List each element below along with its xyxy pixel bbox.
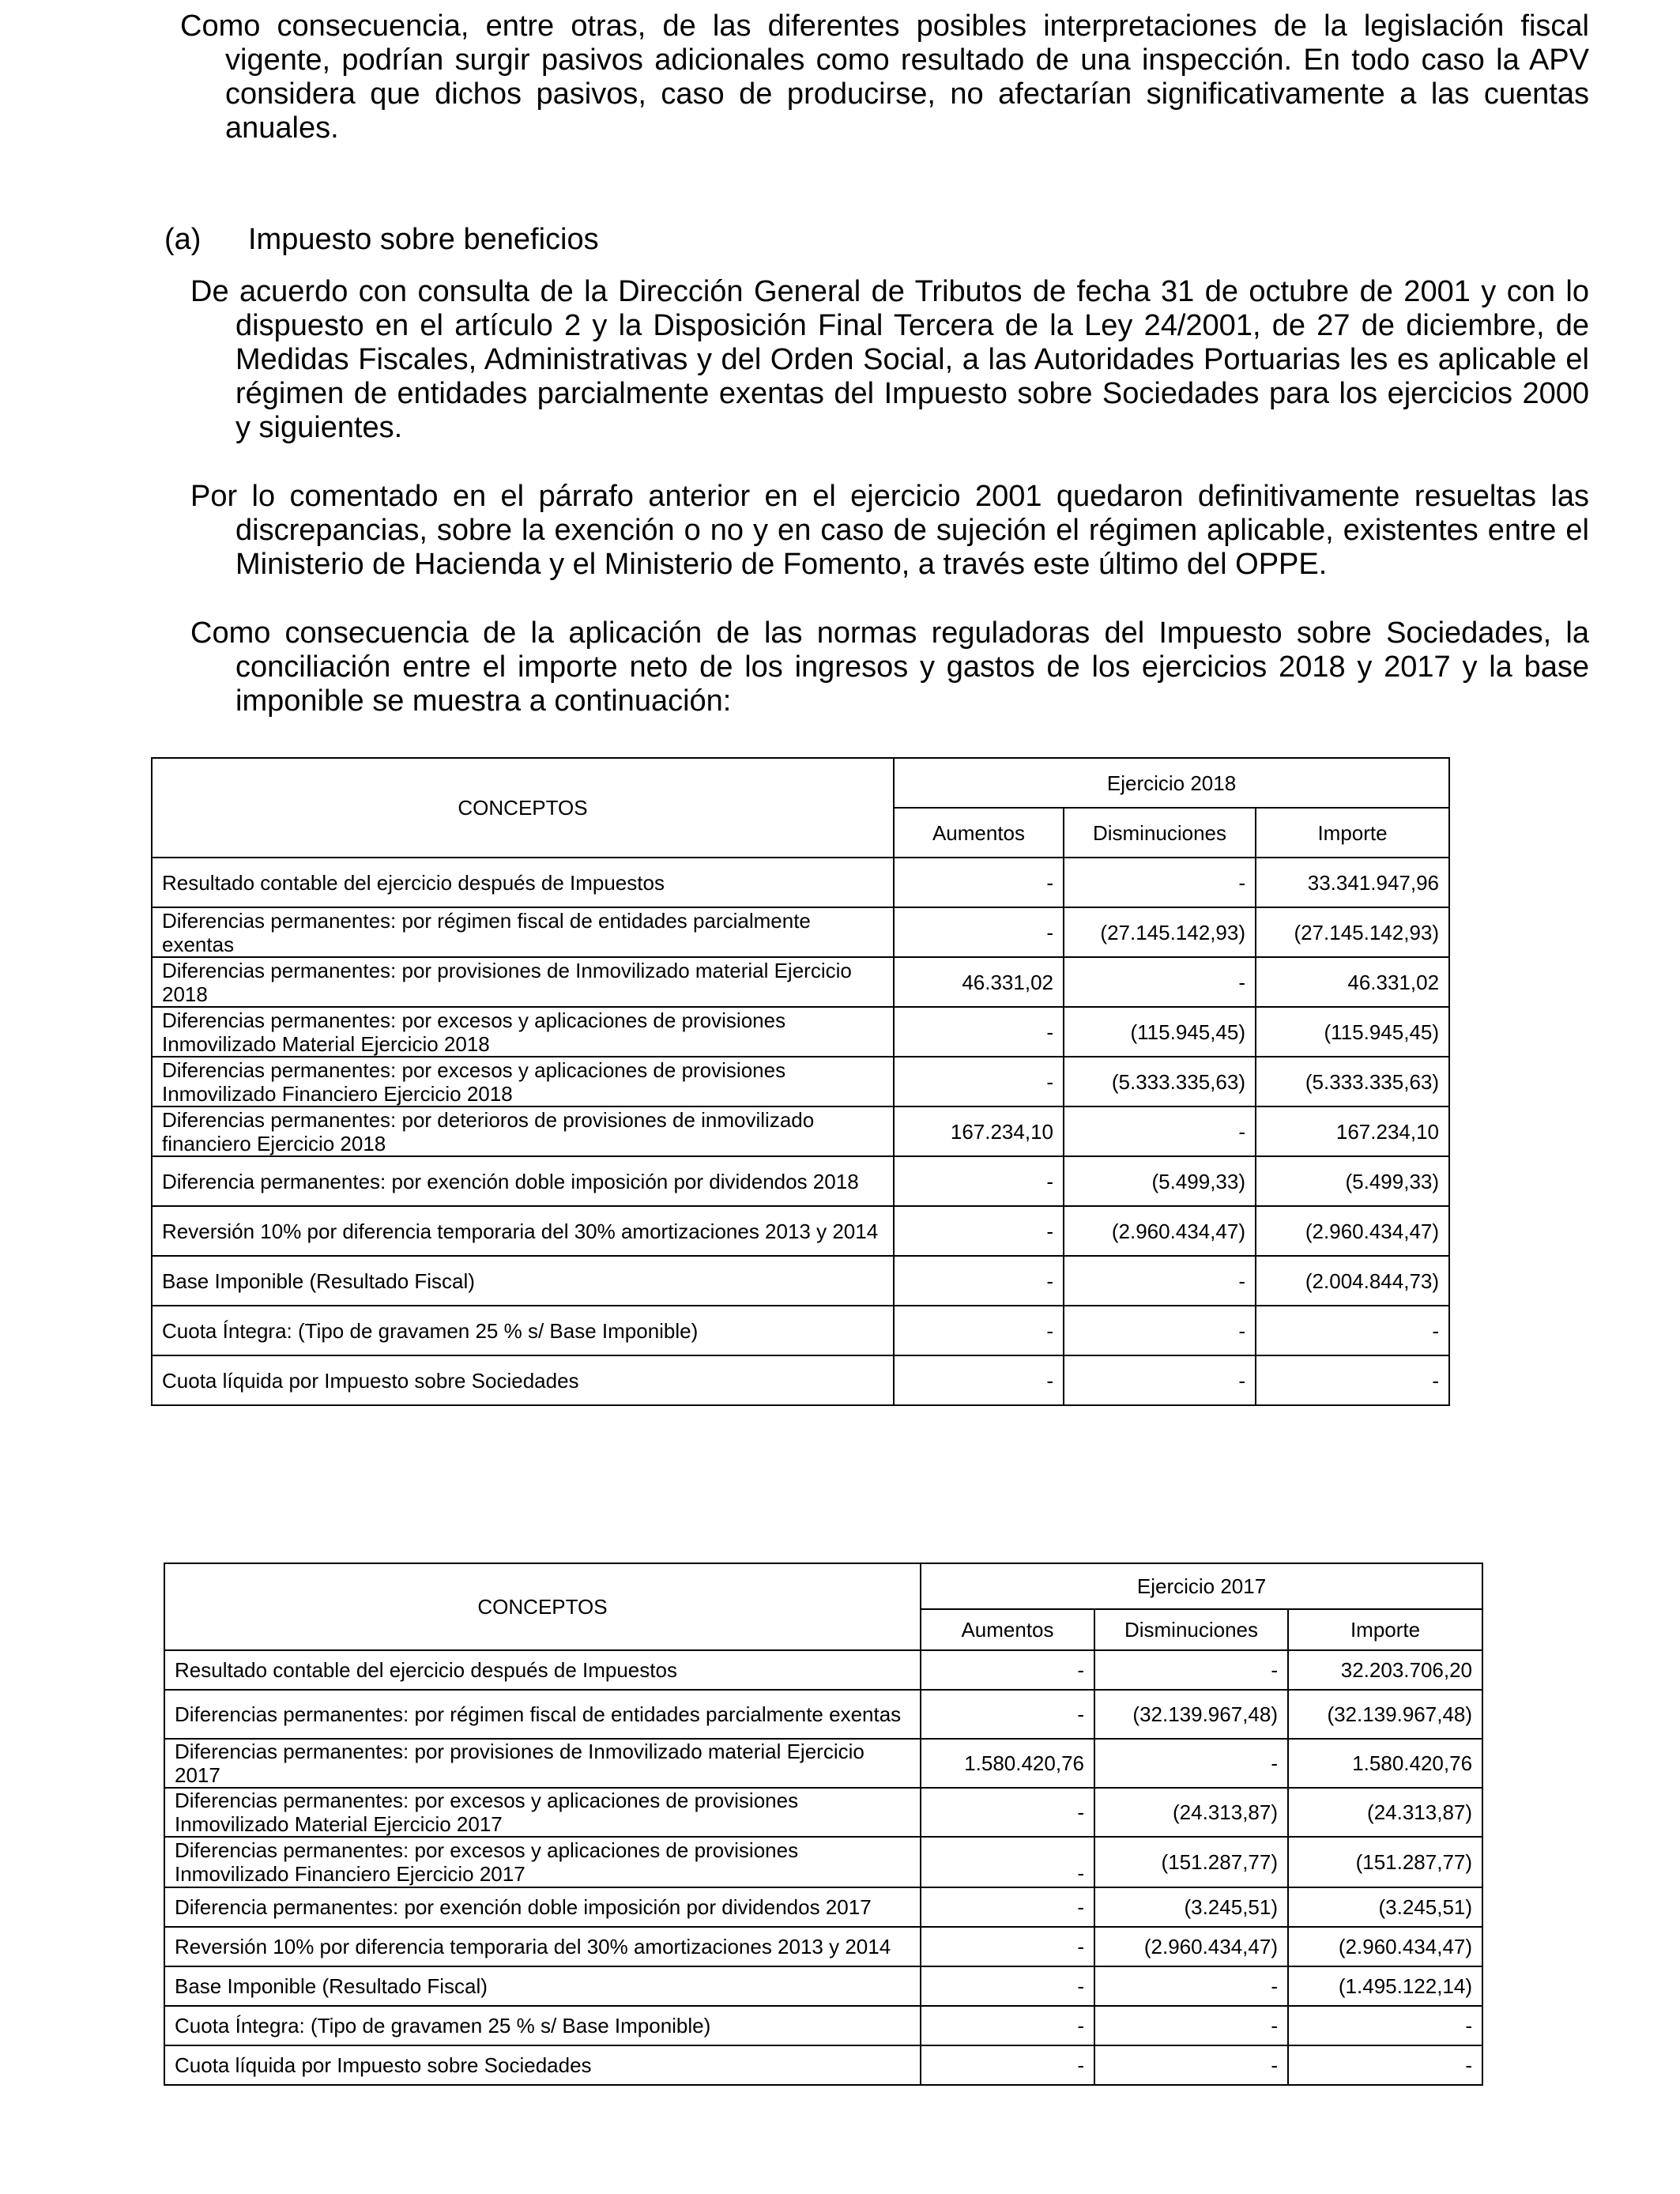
table-ejercicio-2018 [151, 757, 1450, 1406]
aumentos-cell: - [921, 1887, 1094, 1927]
table-row [152, 1057, 1449, 1106]
period-header: Ejercicio 2017 [921, 1563, 1482, 1609]
table-row [152, 858, 1449, 907]
concept-cell: Diferencias permanentes: por régimen fiscal de entidades parcialmente exentas [152, 907, 894, 957]
disminuciones-cell: (2.960.434,47) [1094, 1927, 1288, 1966]
aumentos-cell: - [894, 858, 1064, 907]
concept-cell: Diferencia permanentes: por exención doble imposición por dividendos 2017 [164, 1887, 921, 1927]
importe-cell: (1.495.122,14) [1288, 1966, 1482, 2006]
table-row [152, 1306, 1449, 1355]
importe-cell: (5.499,33) [1256, 1156, 1449, 1206]
concept-cell: Diferencias permanentes: por deterioros de provisiones de inmovilizado financiero Ejercicio 2018 [152, 1106, 894, 1156]
importe-cell: 46.331,02 [1256, 957, 1449, 1007]
paragraph-conciliacion: Como consecuencia de la aplicación de las normas reguladoras del Impuesto sobre Sociedades, la conciliación entre el importe neto de los ingresos y gastos de los ejercicios 2018 y 2017 y la base imponible se muestra a continuación: [190, 616, 1589, 718]
table-row [164, 2045, 1482, 2085]
section-letter: (a) [164, 223, 202, 256]
table-header-row [152, 758, 1449, 808]
col-importe: Importe [1288, 1609, 1482, 1650]
period-header: Ejercicio 2018 [894, 758, 1449, 808]
aumentos-cell: - [894, 1355, 1064, 1405]
concept-cell: Cuota líquida por Impuesto sobre Sociedades [164, 2045, 921, 2085]
importe-cell: 167.234,10 [1256, 1106, 1449, 1156]
concept-cell: Diferencias permanentes: por provisiones de Inmovilizado material Ejercicio 2018 [152, 957, 894, 1007]
table-row [152, 1106, 1449, 1156]
disminuciones-cell: (115.945,45) [1064, 1007, 1256, 1057]
disminuciones-cell: - [1064, 1355, 1256, 1405]
disminuciones-cell: - [1064, 1256, 1256, 1306]
col-aumentos: Aumentos [921, 1609, 1094, 1650]
disminuciones-cell: - [1064, 1106, 1256, 1156]
col-aumentos: Aumentos [894, 808, 1064, 858]
section-title: Impuesto sobre beneficios [248, 223, 599, 256]
importe-cell: 33.341.947,96 [1256, 858, 1449, 907]
aumentos-cell: - [894, 1007, 1064, 1057]
importe-cell: 32.203.706,20 [1288, 1650, 1482, 1690]
paragraph-liabilities: Como consecuencia, entre otras, de las diferentes posibles interpretaciones de la legislación fiscal vigente, podrían surgir pasivos adicionales como resultado de una inspección. En todo caso la APV considera que dichos pasivos, caso de producirse, no afectarían significativamente a las cuentas anuales. [180, 9, 1589, 145]
concept-cell: Diferencias permanentes: por excesos y aplicaciones de provisiones Inmovilizado Financiero Ejercicio 2017 [164, 1837, 921, 1887]
aumentos-cell: - [921, 1966, 1094, 2006]
disminuciones-cell: (32.139.967,48) [1094, 1690, 1288, 1739]
table-row [152, 1007, 1449, 1057]
table-row [164, 2006, 1482, 2045]
concept-cell: Cuota Íntegra: (Tipo de gravamen 25 % s/ Base Imponible) [164, 2006, 921, 2045]
table-row [152, 907, 1449, 957]
paragraph-regimen: De acuerdo con consulta de la Dirección General de Tributos de fecha 31 de octubre de 2001 y con lo dispuesto en el artículo 2 y la Disposición Final Tercera de la Ley 24/2001, de 27 de diciembre, de Medidas Fiscales, Administrativas y del Orden Social, a las Autoridades Portuarias les es aplicable el régimen de entidades parcialmente exentas del Impuesto sobre Sociedades para los ejercicios 2000 y siguientes. [190, 275, 1589, 444]
importe-cell: - [1288, 2006, 1482, 2045]
concept-cell: Reversión 10% por diferencia temporaria del 30% amortizaciones 2013 y 2014 [164, 1927, 921, 1966]
concept-cell: Cuota Íntegra: (Tipo de gravamen 25 % s/ Base Imponible) [152, 1306, 894, 1355]
importe-cell: (32.139.967,48) [1288, 1690, 1482, 1739]
col-importe: Importe [1256, 808, 1449, 858]
table-row [164, 1927, 1482, 1966]
table-row [164, 1690, 1482, 1739]
aumentos-cell: 167.234,10 [894, 1106, 1064, 1156]
disminuciones-cell: - [1064, 858, 1256, 907]
disminuciones-cell: (3.245,51) [1094, 1887, 1288, 1927]
disminuciones-cell: (151.287,77) [1094, 1837, 1288, 1887]
table-row [152, 1206, 1449, 1256]
concept-cell: Resultado contable del ejercicio después de Impuestos [164, 1650, 921, 1690]
concept-cell: Diferencias permanentes: por excesos y aplicaciones de provisiones Inmovilizado Financiero Ejercicio 2018 [152, 1057, 894, 1106]
concepts-header: CONCEPTOS [152, 758, 894, 858]
table-row [152, 1156, 1449, 1206]
concept-cell: Base Imponible (Resultado Fiscal) [152, 1256, 894, 1306]
aumentos-cell: - [894, 1206, 1064, 1256]
importe-cell: - [1256, 1306, 1449, 1355]
aumentos-cell: - [894, 1057, 1064, 1106]
concepts-header: CONCEPTOS [164, 1563, 921, 1650]
disminuciones-cell: (27.145.142,93) [1064, 907, 1256, 957]
concept-cell: Diferencias permanentes: por excesos y aplicaciones de provisiones Inmovilizado Material Ejercicio 2017 [164, 1788, 921, 1837]
paragraph-discrepancias: Por lo comentado en el párrafo anterior en el ejercicio 2001 quedaron definitivamente resueltas las discrepancias, sobre la exención o no y en caso de sujeción el régimen aplicable, existentes entre el Ministerio de Hacienda y el Ministerio de Fomento, a través este último del OPPE. [190, 480, 1589, 581]
importe-cell: - [1256, 1355, 1449, 1405]
importe-cell: (24.313,87) [1288, 1788, 1482, 1837]
table-row [152, 1355, 1449, 1405]
table-row [164, 1887, 1482, 1927]
concept-cell: Diferencia permanentes: por exención doble imposición por dividendos 2018 [152, 1156, 894, 1206]
aumentos-cell: - [921, 1650, 1094, 1690]
table-row [164, 1788, 1482, 1837]
table-row [164, 1739, 1482, 1788]
concept-cell: Resultado contable del ejercicio después de Impuestos [152, 858, 894, 907]
disminuciones-cell: (24.313,87) [1094, 1788, 1288, 1837]
disminuciones-cell: - [1094, 1966, 1288, 2006]
aumentos-cell: - [894, 907, 1064, 957]
importe-cell: - [1288, 2045, 1482, 2085]
aumentos-cell: 1.580.420,76 [921, 1739, 1094, 1788]
disminuciones-cell: (5.333.335,63) [1064, 1057, 1256, 1106]
importe-cell: (3.245,51) [1288, 1887, 1482, 1927]
col-disminuciones: Disminuciones [1094, 1609, 1288, 1650]
aumentos-cell: - [921, 2045, 1094, 2085]
aumentos-cell: - [894, 1306, 1064, 1355]
concept-cell: Cuota líquida por Impuesto sobre Sociedades [152, 1355, 894, 1405]
aumentos-cell: - [921, 1690, 1094, 1739]
concept-cell: Base Imponible (Resultado Fiscal) [164, 1966, 921, 2006]
disminuciones-cell: - [1094, 2045, 1288, 2085]
concept-cell: Diferencias permanentes: por provisiones de Inmovilizado material Ejercicio 2017 [164, 1739, 921, 1788]
importe-cell: (5.333.335,63) [1256, 1057, 1449, 1106]
table-row [152, 1256, 1449, 1306]
aumentos-cell: - [921, 1837, 1094, 1887]
table-row [164, 1650, 1482, 1690]
importe-cell: (151.287,77) [1288, 1837, 1482, 1887]
disminuciones-cell: - [1064, 957, 1256, 1007]
disminuciones-cell: - [1064, 1306, 1256, 1355]
importe-cell: (27.145.142,93) [1256, 907, 1449, 957]
col-disminuciones: Disminuciones [1064, 808, 1256, 858]
concept-cell: Diferencias permanentes: por excesos y aplicaciones de provisiones Inmovilizado Material Ejercicio 2018 [152, 1007, 894, 1057]
importe-cell: 1.580.420,76 [1288, 1739, 1482, 1788]
table-row [152, 957, 1449, 1007]
disminuciones-cell: - [1094, 1650, 1288, 1690]
disminuciones-cell: - [1094, 2006, 1288, 2045]
importe-cell: (115.945,45) [1256, 1007, 1449, 1057]
aumentos-cell: - [921, 2006, 1094, 2045]
table-ejercicio-2017 [164, 1563, 1483, 2086]
importe-cell: (2.004.844,73) [1256, 1256, 1449, 1306]
table-header-row [164, 1563, 1482, 1609]
table-row [164, 1966, 1482, 2006]
concept-cell: Diferencias permanentes: por régimen fiscal de entidades parcialmente exentas [164, 1690, 921, 1739]
disminuciones-cell: (2.960.434,47) [1064, 1206, 1256, 1256]
disminuciones-cell: - [1094, 1739, 1288, 1788]
disminuciones-cell: (5.499,33) [1064, 1156, 1256, 1206]
concept-cell: Reversión 10% por diferencia temporaria del 30% amortizaciones 2013 y 2014 [152, 1206, 894, 1256]
table-row [164, 1837, 1482, 1887]
aumentos-cell: - [894, 1156, 1064, 1206]
aumentos-cell: - [921, 1788, 1094, 1837]
importe-cell: (2.960.434,47) [1256, 1206, 1449, 1256]
aumentos-cell: 46.331,02 [894, 957, 1064, 1007]
importe-cell: (2.960.434,47) [1288, 1927, 1482, 1966]
aumentos-cell: - [894, 1256, 1064, 1306]
aumentos-cell: - [921, 1927, 1094, 1966]
